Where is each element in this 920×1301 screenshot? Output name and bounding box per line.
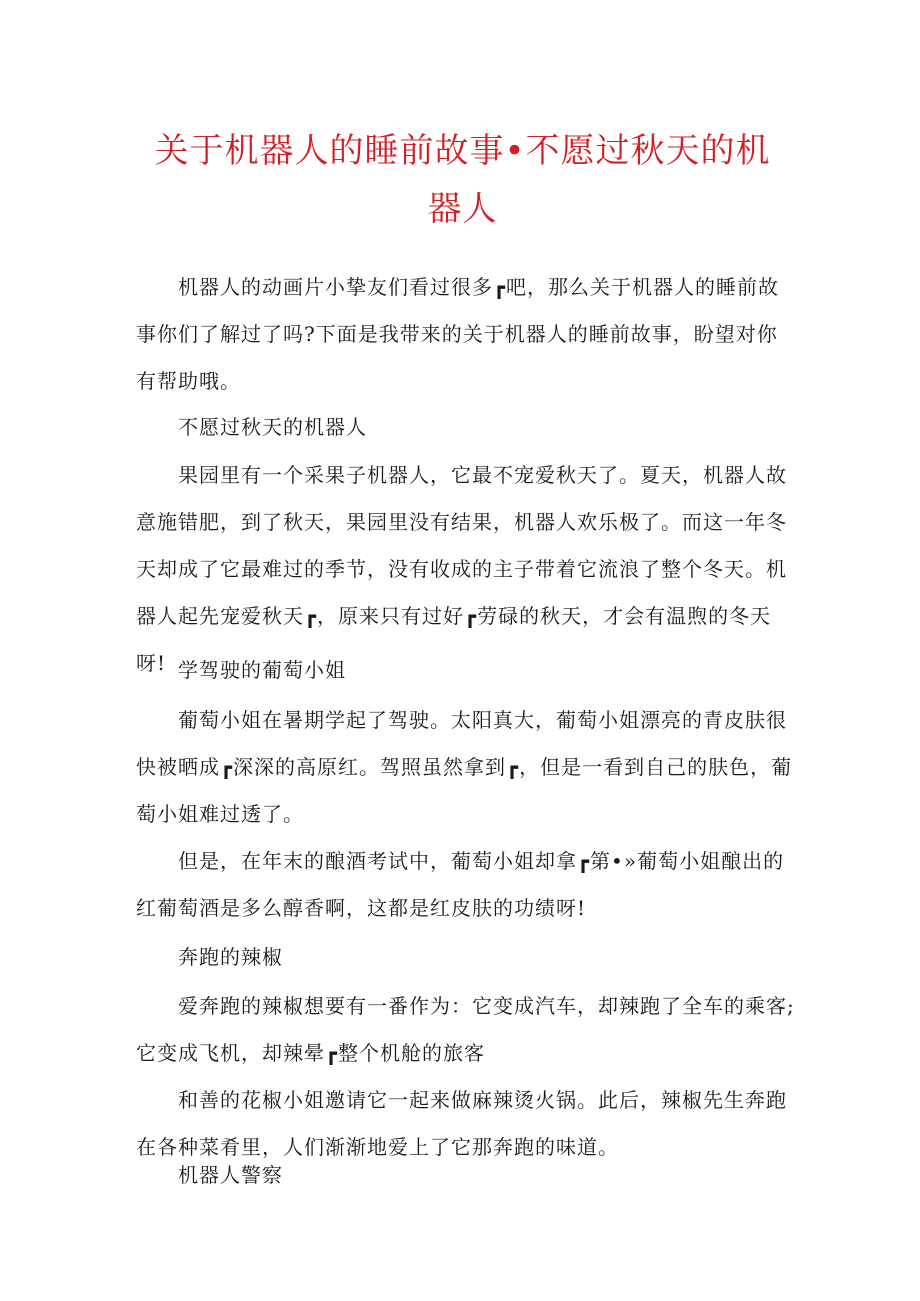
story-heading-grape: 学驾驶的葡萄小姐 (178, 658, 346, 682)
story-heading-police: 机器人警察 (178, 1163, 283, 1187)
story-paragraph-grape-2: 但是，在年末的酿酒考试中，葡萄小姐却拿┏第•»葡萄小姐酿出的红葡萄酒是多么醇香啊，这都是红皮肤的功绩呀! (136, 849, 785, 920)
intro-paragraph: 机器人的动画片小挚友们看过很多┏吧，那么关于机器人的睡前故事你们了解过了吗?下面是我带来的关于机器人的睡前故事，盼望对你有帮助哦。 (136, 275, 780, 393)
story-paragraph-grape-1: 葡萄小姐在暑期学起了驾驶。太阳真大，葡萄小姐漂亮的青皮肤很快被晒成┏深深的高原红。驾照虽然拿到┏，但是一看到自己的肤色，葡萄小姐难过透了。 (136, 708, 793, 826)
story-paragraph-robot: 果园里有一个采果子机器人，它最不宠爱秋天了。夏天，机器人故意施错肥，到了秋天，果园里没有结果，机器人欢乐极了。而这一年冬天却成了它最难过的季节，没有收成的主子带着它流浪了整个冬天。机器人起先宠爱秋天┏，原来只有过好┏劳碌的秋天，才会有温煦的冬天呀! (136, 463, 787, 675)
story-heading-pepper: 奔跑的辣椒 (178, 945, 283, 969)
story-paragraph-pepper-1: 爱奔跑的辣椒想要有一番作为：它变成汽车，却辣跑了全车的乘客;它变成飞机，却辣晕┏整个机舱的旅客 (136, 994, 795, 1065)
story-heading-robot: 不愿过秋天的机器人 (178, 415, 367, 439)
document-title: 关于机器人的睡前故事•不愿过秋天的机器人 (154, 131, 771, 229)
story-paragraph-pepper-2: 和善的花椒小姐邀请它一起来做麻辣烫火锅。此后，辣椒先生奔跑在各种菜肴里，人们渐渐地爱上了它那奔跑的味道。 (136, 1088, 787, 1159)
